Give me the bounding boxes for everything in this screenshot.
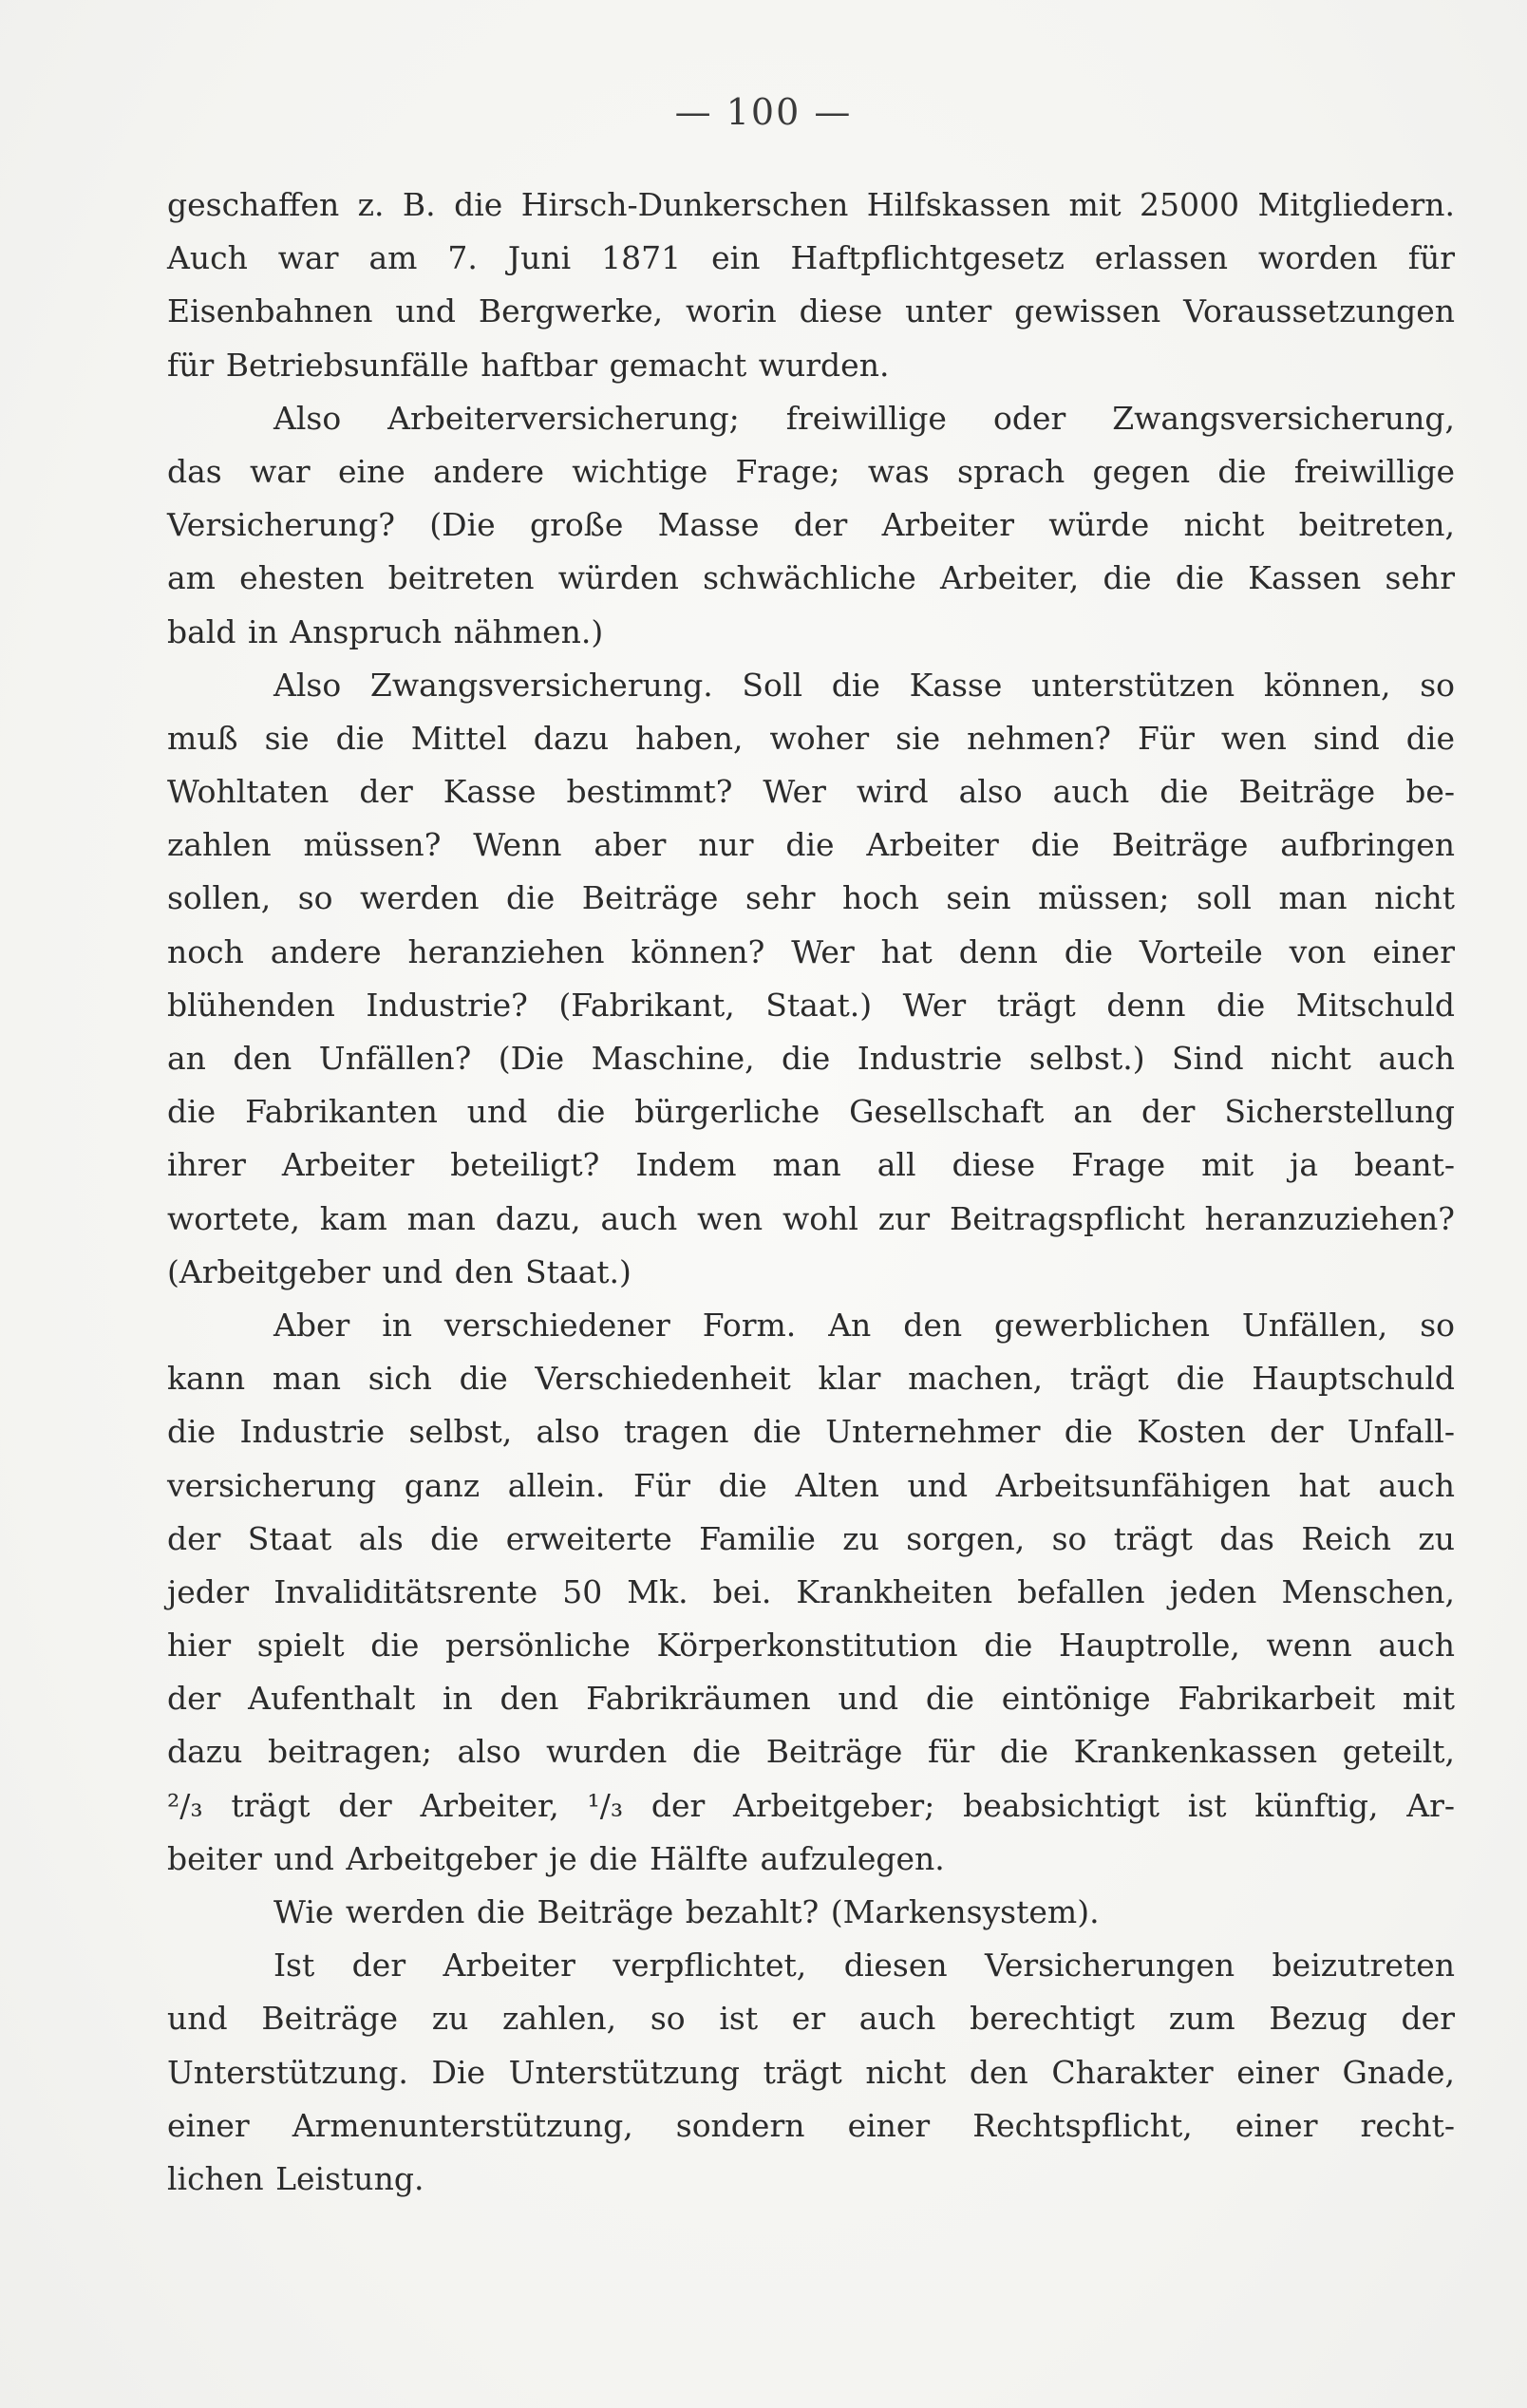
text-line: ²/₃ trägt der Arbeiter, ¹/₃ der Arbeitgeber; beabsichtigt ist künftig, Ar-: [167, 1786, 1455, 1824]
text-line: dazu beitragen; also wurden die Beiträge für die Krankenkassen geteilt,: [167, 1733, 1455, 1771]
text-line: Auch war am 7. Juni 1871 ein Haftpflichtgesetz erlassen worden für: [167, 239, 1455, 277]
text-line: Ist der Arbeiter verpflichtet, diesen Versicherungen beizutreten: [273, 1947, 1455, 1985]
text-line: Wie werden die Beiträge bezahlt? (Markensystem).: [273, 1893, 1100, 1930]
paragraph: [167, 179, 1455, 392]
paragraph: [167, 1299, 1455, 1886]
text-line: ihrer Arbeiter beteiligt? Indem man all diese Frage mit ja beant-: [167, 1146, 1455, 1184]
text-line: Eisenbahnen und Bergwerke, worin diese unter gewissen Voraussetzungen: [167, 292, 1455, 330]
text-line: jeder Invaliditätsrente 50 Mk. bei. Krankheiten befallen jeden Menschen,: [167, 1572, 1455, 1610]
text-line: lichen Leistung.: [167, 2159, 424, 2197]
paragraph: [167, 392, 1455, 659]
text-line: muß sie die Mittel dazu haben, woher sie nehmen? Für wen sind die: [167, 719, 1455, 757]
text-line: geschaffen z. B. die Hirsch-Dunkerschen Hilfskassen mit 25000 Mitgliedern.: [167, 186, 1455, 223]
text-line: sollen, so werden die Beiträge sehr hoch sein müssen; soll man nicht: [167, 879, 1455, 917]
text-line: beiter und Arbeitgeber je die Hälfte aufzulegen.: [167, 1839, 945, 1877]
text-line: wortete, kam man dazu, auch wen wohl zur Beitragspflicht heranzuziehen?: [167, 1199, 1455, 1237]
paragraph: [167, 1886, 1455, 1939]
text-line: Wohltaten der Kasse bestimmt? Wer wird also auch die Beiträge be-: [167, 773, 1455, 811]
text-line: bald in Anspruch nähmen.): [167, 612, 604, 650]
page-number-header: — 100 —: [674, 91, 853, 133]
text-line: Also Zwangsversicherung. Soll die Kasse unterstützen können, so: [273, 666, 1455, 704]
text-line: und Beiträge zu zahlen, so ist er auch berechtigt zum Bezug der: [167, 2000, 1455, 2038]
text-line: Also Arbeiterversicherung; freiwillige oder Zwangsversicherung,: [273, 399, 1455, 437]
text-line: das war eine andere wichtige Frage; was sprach gegen die freiwillige: [167, 452, 1455, 490]
text-line: für Betriebsunfälle haftbar gemacht wurden.: [167, 346, 890, 384]
text-line: Aber in verschiedener Form. An den gewerblichen Unfällen, so: [273, 1306, 1455, 1344]
text-line: versicherung ganz allein. Für die Alten und Arbeitsunfähigen hat auch: [167, 1466, 1455, 1504]
text-line: der Staat als die erweiterte Familie zu sorgen, so trägt das Reich zu: [167, 1519, 1455, 1557]
text-line: Versicherung? (Die große Masse der Arbeiter würde nicht beitreten,: [167, 506, 1455, 544]
text-line: der Aufenthalt in den Fabrikräumen und die eintönige Fabrikarbeit mit: [167, 1680, 1455, 1718]
text-line: einer Armenunterstützung, sondern einer Rechtspflicht, einer recht-: [167, 2106, 1455, 2144]
text-line: zahlen müssen? Wenn aber nur die Arbeiter die Beiträge aufbringen: [167, 826, 1455, 864]
text-line: Unterstützung. Die Unterstützung trägt nicht den Charakter einer Gnade,: [167, 2053, 1455, 2091]
text-line: die Fabrikanten und die bürgerliche Gesellschaft an der Sicherstellung: [167, 1093, 1455, 1131]
body-text: [167, 179, 1455, 2206]
text-line: die Industrie selbst, also tragen die Unternehmer die Kosten der Unfall-: [167, 1413, 1455, 1451]
paragraph: [167, 1939, 1455, 2206]
paragraph: [167, 659, 1455, 1299]
text-line: hier spielt die persönliche Körperkonstitution die Hauptrolle, wenn auch: [167, 1627, 1455, 1665]
text-line: blühenden Industrie? (Fabrikant, Staat.) Wer trägt denn die Mitschuld: [167, 986, 1455, 1024]
text-line: noch andere heranziehen können? Wer hat denn die Vorteile von einer: [167, 932, 1455, 970]
text-line: (Arbeitgeber und den Staat.): [167, 1252, 632, 1290]
text-line: an den Unfällen? (Die Maschine, die Industrie selbst.) Sind nicht auch: [167, 1040, 1455, 1077]
text-line: am ehesten beitreten würden schwächliche Arbeiter, die die Kassen sehr: [167, 559, 1455, 597]
text-line: kann man sich die Verschiedenheit klar machen, trägt die Hauptschuld: [167, 1360, 1455, 1398]
